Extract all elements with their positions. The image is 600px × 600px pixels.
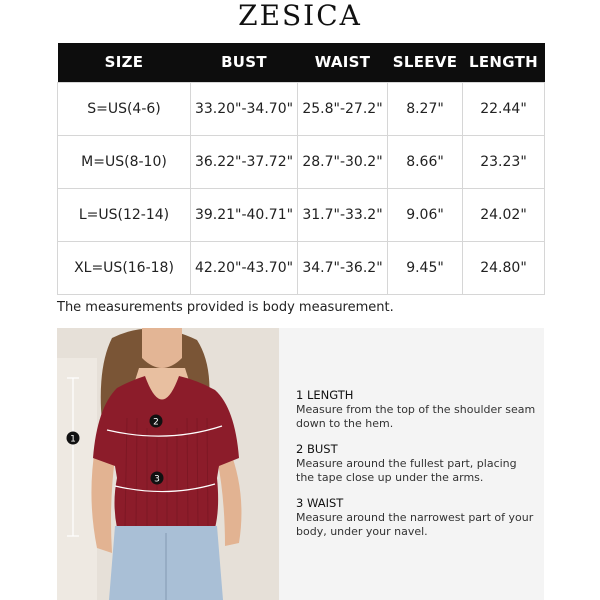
table-row [58,241,545,294]
instruction-title: 3 WAIST [296,496,344,510]
table-cell: 22.44" [463,82,545,135]
size-chart-table [57,43,545,295]
instruction-text: Measure from the top of the shoulder seam down to the hem. [296,403,536,430]
table-cell: 24.02" [463,188,545,241]
table-row [58,135,545,188]
table-row [58,82,545,135]
marker-length: 1 [70,434,76,445]
instructions-panel [279,328,544,600]
table-cell: 9.06" [388,188,463,241]
instruction-length [296,388,536,431]
table-cell: 34.7"-36.2" [298,241,388,294]
table-cell: 31.7"-33.2" [298,188,388,241]
marker-waist: 3 [154,474,160,485]
table-cell: 33.20"-34.70" [191,82,298,135]
header-bust: BUST [191,43,298,82]
table-cell: 8.27" [388,82,463,135]
header-length: LENGTH [463,43,545,82]
table-cell: L=US(12-14) [58,188,191,241]
top-garment [93,376,239,528]
instruction-text: Measure around the fullest part, placing the tape close up under the arms. [296,457,517,484]
instruction-bust [296,442,536,485]
instruction-title: 2 BUST [296,442,338,456]
table-cell: XL=US(16-18) [58,241,191,294]
instruction-waist [296,496,536,539]
table-cell: M=US(8-10) [58,135,191,188]
table-cell: 42.20"-43.70" [191,241,298,294]
header-size: SIZE [58,43,191,82]
table-cell: S=US(4-6) [58,82,191,135]
instruction-title: 1 LENGTH [296,388,354,402]
table-cell: 8.66" [388,135,463,188]
model-illustration [57,328,279,600]
table-cell: 9.45" [388,241,463,294]
table-cell: 25.8"-27.2" [298,82,388,135]
table-cell: 28.7"-30.2" [298,135,388,188]
measurement-note: The measurements provided is body measurement. [57,300,394,315]
header-sleeve: SLEEVE [388,43,463,82]
table-cell: 39.21"-40.71" [191,188,298,241]
header-waist: WAIST [298,43,388,82]
table-cell: 36.22"-37.72" [191,135,298,188]
brand-logo: ZESICA [238,0,362,32]
table-header-row [58,43,545,82]
model-photo [57,328,279,600]
marker-bust: 2 [153,417,159,428]
table-cell: 24.80" [463,241,545,294]
table-cell: 23.23" [463,135,545,188]
instruction-text: Measure around the narrowest part of your body, under your navel. [296,511,534,538]
table-row [58,188,545,241]
